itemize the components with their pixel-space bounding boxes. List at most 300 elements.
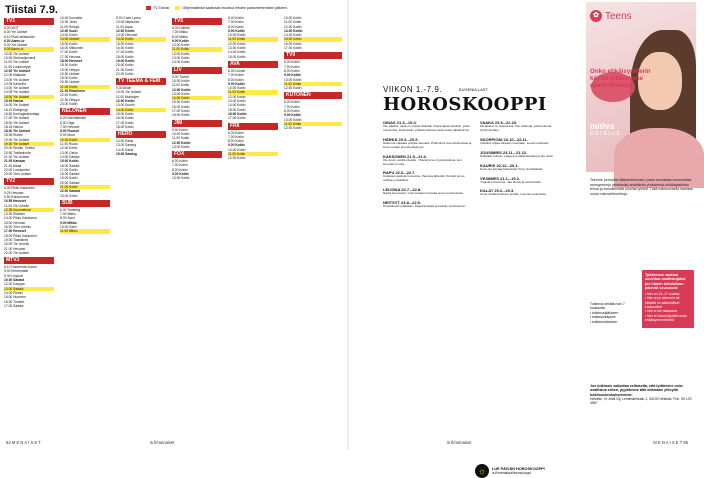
- tv-column-3: [116, 16, 166, 156]
- ad-bullet-items: [590, 311, 640, 324]
- program-entry: 5.00 MOT: [4, 26, 19, 30]
- program-entry: 9.20 Code Lyoko: [116, 16, 141, 20]
- sign-text: Huolellisuus palkitaan. Järjestä asiasi ja keskity olennaiseen.: [383, 204, 467, 209]
- program-entry: 7.00 Kotiin: [228, 73, 244, 78]
- channel-header: FOX: [172, 151, 222, 158]
- program-entry: 12.00 Kaksi: [116, 139, 134, 144]
- program-entry: 11.05 Luontomyyri: [4, 64, 31, 69]
- channel-header: TV1: [4, 18, 54, 25]
- program-entry: 11.00 Kotiin: [284, 122, 342, 126]
- program-entry: 8.00 Kotiin: [172, 167, 188, 172]
- program-entry: 7.00 Kotiin: [172, 163, 188, 168]
- program-entry: 11.00 Muistojen: [116, 94, 140, 99]
- program-entry: 15.05 Hanna: [4, 99, 24, 104]
- program-entry: 7.00 Hevoset: [60, 124, 80, 129]
- sign-title: LEIJONA 23.7.–22.8.: [383, 187, 422, 193]
- ad-footer: [590, 384, 694, 405]
- program-entry: 15.00 Kotiin: [228, 107, 246, 112]
- tv-column-2: [60, 16, 110, 234]
- program-entry: 20.00 Sinulle, Sveitsi: [4, 146, 35, 151]
- program-entry: 23.00 Kotiin: [60, 193, 78, 198]
- legend-item: [175, 6, 287, 10]
- sun-icon: ☼: [475, 464, 489, 478]
- program-entry: 17.00 Kotiin: [172, 109, 190, 114]
- program-entry: 11.00 Aqua: [116, 24, 133, 29]
- sign-title: KAKSONEN 21.5.–21.6.: [383, 153, 428, 159]
- program-entry: 10.05 Strömsöjenterit: [4, 56, 36, 61]
- program-entry: 19.30 Uutiset: [60, 71, 80, 76]
- program-entry: 17.00 Salatut: [4, 303, 24, 308]
- program-entry: 23.00 Kotiin: [60, 101, 78, 106]
- program-entry: 18.00 Pikku Kakkonen: [4, 233, 37, 238]
- program-entry: 16.00 Ylen Urheilu: [4, 225, 32, 230]
- program-entry: 7.00 Kotiin: [284, 104, 300, 109]
- program-entry: 16.50 Kuningaskuluttaja: [4, 111, 40, 116]
- program-entry: 13.05 Kaverilla: [4, 81, 26, 86]
- tv-column-5: [228, 16, 278, 161]
- program-entry: 19.00 Yle Uutiset: [4, 137, 30, 142]
- program-entry: 21.40 Aikaa: [4, 163, 22, 168]
- program-entry: 18.00 Yle Uutiset: [4, 120, 30, 125]
- program-entry: 8.00 Ruusut: [60, 129, 79, 134]
- channel-header: LIV: [172, 67, 222, 74]
- program-entry: 17.00 Kotiin: [60, 50, 78, 55]
- program-entry: 20.00 Salatut: [60, 180, 80, 185]
- program-entry: 14.05 Yle Uutiset: [4, 90, 30, 95]
- program-entry: 22.30 Helppo: [60, 97, 80, 102]
- program-entry: 15.00 Hevoset: [4, 220, 26, 225]
- ad-bullet-item: • tutkimuskäynnit: [590, 315, 616, 320]
- channel-header: TV9: [284, 52, 342, 59]
- program-entry: 12.05 Matkalla: [4, 73, 26, 78]
- program-entry: 17.30 Hevosa: [60, 54, 81, 59]
- program-entry: 21.00 Yle Uutiset: [4, 154, 30, 159]
- program-entry: 9.25 Hevoset: [4, 190, 24, 195]
- program-entry: 21.30 Rikollinen: [60, 89, 85, 94]
- program-entry: 10.00 Kotiin: [284, 77, 302, 82]
- program-entry: 20.00 Kotiin: [60, 76, 78, 81]
- program-entry: 13.00 Kotiin: [172, 56, 190, 61]
- program-entry: 12.00 Kotiin: [228, 156, 246, 161]
- program-entry: 12.35 Kuunnelmat: [4, 208, 54, 212]
- ad-box-item: • hän on 12–17 vuotias: [645, 292, 680, 297]
- program-entry: 17.00 Kotiin: [60, 167, 78, 172]
- program-entry: 10.55 Hevoset: [4, 199, 26, 204]
- program-entry: 13.00 Kotiin: [172, 144, 190, 149]
- program-entry: 17.00 Kotiin: [116, 50, 134, 55]
- program-entry: 11.00 Yle Uutiset: [4, 60, 29, 65]
- tv-legend: [146, 6, 288, 10]
- program-entry: 19.00 Tosielämä: [4, 237, 28, 242]
- ad-box-items: [645, 292, 691, 322]
- program-entry: 9.00 Yle Uutiset: [4, 43, 28, 48]
- program-entry: 15.00 Kotiin: [228, 54, 246, 59]
- right-page: [349, 0, 696, 476]
- program-entry: 9.30 Avain: [116, 86, 132, 91]
- program-entry: 18.00 Salatut: [60, 172, 80, 177]
- horoscope-title: HOROSKOOPPI: [383, 94, 547, 115]
- program-entry: 16.00 Kotiin: [116, 46, 134, 51]
- program-entry: 12.00 Kauppa: [4, 282, 25, 287]
- program-entry: 13.00 Kotiin: [172, 91, 190, 96]
- program-entry: 18.30 Kotiin: [60, 63, 78, 68]
- horoscope-sign: [383, 187, 474, 196]
- program-entry: 14.00 Pienet: [4, 290, 23, 295]
- program-entry: 18.00 Kotiin: [116, 124, 134, 129]
- program-entry: 8.00 Kotiin: [228, 77, 244, 82]
- program-entry: 17.00 Kotiin: [284, 46, 302, 51]
- program-entry: 9.05 Aamu-tv: [4, 47, 54, 51]
- program-entry: 9.00 Kotiin: [172, 172, 189, 177]
- program-entry: 18.15 Hanna: [4, 124, 23, 129]
- site-url-left[interactable]: is.fi/menaiset: [150, 440, 175, 445]
- ad-box-item: • hän ei ole raskaana: [645, 309, 677, 314]
- sign-text: Seikkailu kutsuu. Laajenna näkökulmaasi ja opi uutta.: [480, 153, 554, 158]
- program-entry: 15.00 Kotiin: [60, 159, 79, 164]
- program-entry: 10.00 Sami: [60, 225, 77, 230]
- legend-swatch: [146, 6, 151, 10]
- horoscope-week: VIIKON 1.-7.9.: [383, 85, 443, 94]
- program-entry: 6.00 Yle Uutiset: [4, 30, 28, 35]
- horoscope-section: [349, 62, 577, 476]
- channel-header: KUTONEN: [284, 92, 342, 99]
- program-entry: 22.00 Luontoretki: [4, 167, 30, 172]
- program-entry: 10.00 Salatut: [4, 278, 25, 283]
- program-entry: 10.00 Kotiin: [172, 131, 190, 136]
- horoscope-sign: [480, 150, 571, 159]
- sign-text: Tee päätös, mikä on sinulle tärkeää. Käytä aikasi asioihin, jotka tuovat iloa. Keskustelu ystävän kanssa avaa uusia näkökulmia.: [383, 124, 470, 132]
- sign-text: Ystävät tuovat iloa. Jaa ideasi ja verkostoidu.: [480, 179, 542, 184]
- program-entry: 17.00 Kotiin: [116, 120, 134, 125]
- horoscope-sign: [480, 137, 571, 146]
- sign-title: VESIMIES 21.1.–19.2.: [480, 175, 521, 181]
- program-entry: 9.00 Kotiin: [172, 38, 189, 43]
- sign-text: Tasapaino on avainsana. Tee valintoja, jotka tukevat hyvinvointiasi.: [480, 124, 552, 132]
- horoscope-column-left: [383, 120, 474, 213]
- program-entry: 10.00 Kotiin: [228, 33, 246, 38]
- program-entry: 6.00 Pikku Kakkonen: [4, 186, 35, 191]
- channel-header: NELONEN: [60, 108, 110, 115]
- program-entry: 20.30 Uutiset: [60, 80, 80, 85]
- program-entry: 8.00 Kotiin: [284, 68, 300, 73]
- program-entry: 19.00 Kotiin: [60, 176, 78, 181]
- program-entry: 16.00 Yle Uutiset: [4, 103, 30, 108]
- program-entry: 6.10 Puoli seitsemän: [4, 34, 35, 39]
- program-entry: 9.50 Ruutuhuone: [4, 194, 30, 199]
- program-entry: 11.00 Ruutu: [60, 142, 78, 147]
- channel-header: TV TEEMA & FEM: [116, 78, 166, 85]
- teens-logo-icon: ✿: [590, 10, 602, 22]
- tv-column-6: [284, 16, 342, 131]
- sign-title: HÄRKÄ 20.4.–20.5.: [383, 136, 419, 142]
- program-entry: 12.00 Suuri: [60, 28, 78, 33]
- promo-text: [492, 467, 562, 475]
- program-entry: 6.00 Kotiin: [228, 130, 244, 135]
- ad-question: Onko ehkäisypillerin käyttö tyttärellene ajankohtaista?: [590, 68, 651, 89]
- program-entry: 10.00 Yle Uutiset: [116, 90, 142, 95]
- program-entry: 11.00 Kotiin: [172, 47, 222, 51]
- program-entry: 9.00 Kotiin: [228, 28, 245, 33]
- ad-box-item: • hän on jo aiemmin tai hänellä on säännölliset kuukautiset: [645, 296, 680, 310]
- program-entry: 8.00 Mikko: [172, 34, 188, 39]
- page-number-right: M E N A I S E T 65: [653, 440, 688, 445]
- tv-column-4: [172, 16, 222, 181]
- promo-url[interactable]: is.fi/menaiset/horoskooppi: [492, 471, 532, 475]
- program-entry: 14.00 Kotiin: [172, 60, 190, 65]
- program-entry: 23.00 Ylen Uutiset: [4, 172, 31, 177]
- program-entry: 14.00 Kotiin: [172, 96, 222, 100]
- program-entry: 8.00 Kotiin: [284, 109, 300, 114]
- program-entry: 21.00 Kotiin: [116, 67, 134, 72]
- program-entry: 13.00 Kotiin: [60, 33, 78, 38]
- sign-title: SKORPIONI 23.10.–22.11.: [480, 136, 528, 142]
- program-entry: 11.00 Kotiin: [284, 20, 302, 25]
- horoscope-sign: [383, 137, 474, 150]
- program-entry: 13.00 Suurin: [116, 103, 135, 108]
- program-entry: 15.00 Kotiin: [116, 41, 134, 46]
- program-entry: 9.00 Kotiin: [228, 143, 245, 148]
- ad-box-item: • hän ei halua käyttää muita ehkäisymenetelmiä: [645, 313, 687, 322]
- program-entry: 14.00 Salatut: [60, 154, 80, 159]
- horoscope-promo[interactable]: [475, 464, 562, 478]
- program-entry: 6.30 Aamu-tv: [4, 38, 25, 43]
- program-entry: 10.00 Kuuntele: [60, 16, 83, 20]
- program-entry: 15.00 Yle Uutiset: [4, 95, 54, 99]
- program-entry: 12.00 Kotiin: [172, 51, 190, 56]
- sign-title: VAAKA 23.9.–22.10.: [480, 120, 518, 125]
- program-entry: 14.00 Kotiin: [116, 108, 166, 112]
- sign-title: JOUSIMIES 23.11.–21.12.: [480, 149, 528, 155]
- program-entry: 19.30 Yle Uutiset: [4, 142, 54, 146]
- horoscope-column-right: [480, 120, 571, 213]
- horoscope-sign: [480, 188, 571, 197]
- program-entry: 12.00 Yle Uutiset: [4, 68, 31, 73]
- program-entry: 14.00 Kotiin: [284, 33, 302, 38]
- program-entry: 20.00 Kotiin: [116, 63, 134, 68]
- program-entry: 16.00 Kotiin: [284, 41, 302, 46]
- sign-text: Kotiasiat vaativat huomiota. Panosta läheisiin ihmisiin ja luo rauhaa ympärillesi.: [383, 174, 465, 183]
- program-entry: 14.00 Pikku Kakkonen: [4, 216, 37, 221]
- program-entry: 7.00 Mikko: [60, 212, 76, 217]
- program-entry: 9.00 Toverit: [172, 74, 189, 79]
- program-entry: 10.00 Kotiin: [284, 117, 302, 122]
- channel-header: HERO: [116, 131, 166, 138]
- program-entry: 13.00 Ostos: [60, 150, 78, 155]
- channel-header: JIM: [172, 120, 222, 127]
- program-entry: 12.00 Kotiin: [284, 86, 302, 91]
- program-entry: 14.00 Yle Uutiset: [4, 86, 30, 91]
- program-entry: 22.00 Salatut: [60, 189, 81, 194]
- horoscope-sign: [383, 200, 474, 209]
- program-entry: 18.35 Ruotsi: [4, 133, 23, 138]
- program-entry: 10.00 Kotiin: [172, 78, 190, 83]
- program-entry: 10.00 Yle Uutiset: [4, 51, 30, 56]
- program-entry: 21.00 Kotiin: [60, 85, 110, 89]
- program-entry: 13.00 Kotiin: [228, 46, 246, 51]
- program-entry: 13.00 Sawing: [116, 143, 136, 148]
- horoscope-sign: [480, 163, 571, 172]
- program-entry: 12.00 Kotiin: [284, 24, 302, 29]
- ad-logo: [590, 10, 632, 22]
- ad-brand: [590, 122, 632, 137]
- sign-title: RAPU 22.6.–22.7.: [383, 170, 416, 176]
- program-entry: 9.00 Kotiin: [172, 127, 188, 132]
- program-entry: 20.00 Yle Urheilu: [4, 242, 30, 247]
- program-entry: 12.00 Kotiin: [172, 87, 191, 92]
- program-entry: 13.00 Salatut: [4, 287, 54, 291]
- program-entry: 11.00 Kotiin: [228, 90, 278, 94]
- program-entry: 6.40 Kotiin: [228, 16, 244, 20]
- horoscope-sign: [480, 120, 571, 133]
- program-entry: 13.00 Kotiin: [228, 99, 246, 104]
- program-entry: 11.00 Kotiin: [228, 37, 278, 41]
- legend-swatch: [175, 6, 180, 10]
- program-entry: 16.00 Mikkonen: [60, 46, 84, 51]
- sign-text: Ole avoin uusille ideoille. Yhteistyö tuo hyviä tuloksia, kun kuuntelet muita.: [383, 157, 462, 166]
- program-entry: 14.00 Kotiin: [228, 103, 246, 108]
- promo-title: LUE PÄIVÄN HOROSKOOPPI: [492, 466, 545, 471]
- program-entry: 6.30 Olga: [60, 120, 75, 125]
- program-entry: 6.00 Tomberg: [60, 207, 81, 212]
- horoscope-sign: [383, 170, 474, 183]
- ad-box-title: Tyttäresne saattaa soveltua osallistujaksi, jos hänen kohdallaan pätevät seuraavat:: [645, 273, 687, 290]
- ad-bullets: [590, 302, 640, 324]
- horoscope-columns: [383, 120, 571, 213]
- program-entry: 14.00 Kaksi: [116, 147, 134, 152]
- channel-header: AVA: [228, 61, 278, 68]
- ad-bullets-title: Tutkimus kestää noin 7 kuukautta.: [590, 302, 625, 311]
- program-entry: 8.00 Sami: [60, 216, 75, 221]
- sign-text: Rakenna vakaata pohjaa tulevalle. Pidä kiinni suunnitelmistasi ja luota omaan arvostelukykyysi.: [383, 140, 472, 149]
- program-entry: 20.50 Tositarinoita: [4, 150, 31, 155]
- program-entry: 13.30 Eläinten: [4, 212, 26, 217]
- program-entry: 6.00 Uutiset: [172, 26, 190, 30]
- program-entry: 11.00 Mikko: [60, 229, 110, 233]
- program-entry: 6.00 Kotiin: [284, 60, 300, 65]
- program-entry: 17.00 Kotiin: [228, 116, 246, 121]
- tv-listing-heading: Tiistai 7.9.: [5, 4, 58, 16]
- program-entry: 6.00 Kotiin: [284, 100, 300, 105]
- sign-title: KAURIS 22.12.–20.1.: [480, 162, 519, 168]
- program-entry: 11.00 Kotiin: [284, 82, 342, 86]
- program-entry: 15.00 Kotiin: [60, 41, 78, 46]
- sign-title: OINAS 21.3.–19.4.: [383, 120, 417, 125]
- program-entry: 11.00 Helppo: [60, 24, 80, 29]
- teens-advertisement: [586, 2, 696, 450]
- program-entry: 7.00 Mikko: [172, 30, 188, 35]
- program-entry: 11.00 Kotiin: [172, 136, 190, 141]
- program-entry: 16.00 Kotiin: [116, 116, 134, 121]
- program-entry: 10.00 Kotiin: [228, 147, 246, 152]
- sign-title: KALAT 20.2.–20.3.: [480, 188, 515, 194]
- channel-header: FRII: [228, 123, 278, 130]
- program-entry: 22.00 Yle Uutiset: [4, 250, 30, 255]
- site-url-right[interactable]: is.fi/menaiset: [447, 440, 472, 445]
- program-entry: 13.00 Yle Uutiset: [4, 77, 30, 82]
- program-entry: 15.00 Kotiin: [116, 111, 134, 116]
- program-entry: 14.00 Uutiset: [60, 37, 110, 41]
- program-entry: 12.00 Kotiin: [116, 99, 135, 104]
- ad-footer-title: Jos tutkimus vaikuttaa sellaiselta, että tyttäresne voisi osallistua siihen, pyydämme tätä ottamaan yhteyttä tutkimuskeskukseemme:: [590, 384, 683, 397]
- ad-brand-name: mithra: [590, 122, 615, 131]
- program-entry: 12.00 Kotiin: [228, 94, 246, 99]
- program-entry: 22.00 Kotiin: [60, 93, 78, 98]
- sign-text: Kova työ kantaa hedelmää. Pysy sinnikkäänä.: [480, 166, 544, 171]
- program-entry: 7.00 Kotiin: [228, 20, 244, 25]
- program-entry: 12.00 Kotiin: [60, 146, 78, 151]
- program-entry: 12.00 Kotiin: [116, 28, 135, 33]
- program-entry: 17.00 Yle Uutiset: [4, 116, 30, 121]
- legend-label: Ohjelmatiedot saattavat muuttua lehden painomenemisen jälkeen.: [182, 6, 288, 10]
- program-entry: 9.00 Muut: [60, 133, 75, 138]
- program-entry: 9.00 Kotiin: [284, 73, 301, 78]
- program-entry: 9.00 Kotiin: [228, 81, 245, 86]
- channel-header: SUB: [60, 200, 110, 207]
- ad-bullet-item: • tutkimustuloksen: [590, 319, 618, 324]
- program-entry: 7.00 Kotiin: [228, 134, 244, 139]
- program-entry: 9.00 Kotiin: [284, 113, 301, 118]
- channel-header: TV5: [172, 18, 222, 25]
- program-entry: 16.00 Tunteet: [4, 299, 25, 304]
- program-entry: 10.00 Kotiin: [172, 43, 190, 48]
- program-entry: 12.00 Kotiin: [172, 140, 191, 145]
- program-entry: 21.00 Kotiin: [60, 185, 110, 189]
- horoscope-sign: [383, 154, 474, 167]
- channel-header: MTV3: [4, 257, 54, 264]
- program-entry: 14.00 Kotiin: [116, 37, 166, 41]
- program-entry: 10.00 Kotiin: [228, 86, 246, 91]
- horoscope-author: EUGENIA LAST: [459, 87, 488, 92]
- program-entry: 21.05 Kansaa: [4, 159, 25, 164]
- program-entry: 14.00 Kotiin: [228, 50, 246, 55]
- sign-text: Anna mielikuvituksen lentää. Luovuus kukoistaa.: [480, 192, 547, 197]
- program-entry: 8.00 Kotiin: [228, 24, 244, 29]
- sign-text: Näytä luovuutesi. Uusi projekti innostaa ja tuo tunnustusta.: [383, 191, 464, 196]
- ad-footer-line: Helsinki, Vl. Ahdi Oy, Lehtimäenkatu 1, 00100 Helsinki. Puh. 09 123 4567: [590, 396, 692, 406]
- program-entry: 18.00 Kotiin: [172, 113, 190, 118]
- program-entry: 21.00 Hevoset: [4, 246, 26, 251]
- program-entry: 9.00 Mikko: [60, 220, 77, 225]
- ad-brand-sub: ESTELLE: [590, 131, 622, 137]
- program-entry: 9.30 Leijonat: [4, 273, 23, 278]
- program-entry: 16.00 Kotiin: [228, 111, 247, 116]
- program-entry: 6.00 Kahvilaboksi: [60, 116, 86, 121]
- program-entry: 11.00 Kotiin: [172, 83, 190, 88]
- program-entry: 15.00 Sawing: [116, 152, 137, 157]
- ad-eligibility-box: [642, 270, 694, 328]
- program-entry: 12.00 Kotiin: [228, 41, 246, 46]
- program-entry: 15.00 Huomen: [4, 295, 26, 300]
- program-entry: 10.00 Kotiin: [284, 16, 302, 20]
- program-entry: 19.00 Kotiin: [116, 58, 135, 63]
- program-entry: 16.00 Salatut: [60, 163, 80, 168]
- program-entry: 16.10 Eläinjengi: [4, 107, 28, 112]
- program-entry: 8.00 Kotiin: [228, 139, 244, 144]
- program-entry: 10.00 Neptunes: [116, 20, 140, 25]
- program-entry: 11.00 Yle Urheilu: [4, 203, 29, 208]
- program-entry: 16.00 Kotiin: [172, 104, 190, 109]
- program-entry: 19.00 Helppo: [60, 67, 80, 72]
- left-page: [0, 0, 347, 450]
- legend-label: TV-Tickrar: [153, 6, 170, 10]
- horoscope-sign: [383, 120, 474, 133]
- program-entry: 13.00 Hevoset: [116, 33, 138, 38]
- ad-body-text: Teenme perhallan lääketutkimusta, jossa arvioidaan luonnollisia estrogeeneja (estetrolia) sisältävän yhdistelmä-ehkäisytabletin tehoa ja turvallisuutta nuorilla tytöillä. Tällä tutkimuksella haetaan uusia hoitovaihtoehtoja.: [590, 178, 694, 196]
- sign-title: NEITSYT 23.8.–22.9.: [383, 200, 422, 206]
- program-entry: 10.00 Kotiin: [60, 138, 110, 142]
- program-entry: 17.00 Hevoset: [4, 229, 26, 234]
- program-entry: 10.30 Jenni: [60, 20, 78, 25]
